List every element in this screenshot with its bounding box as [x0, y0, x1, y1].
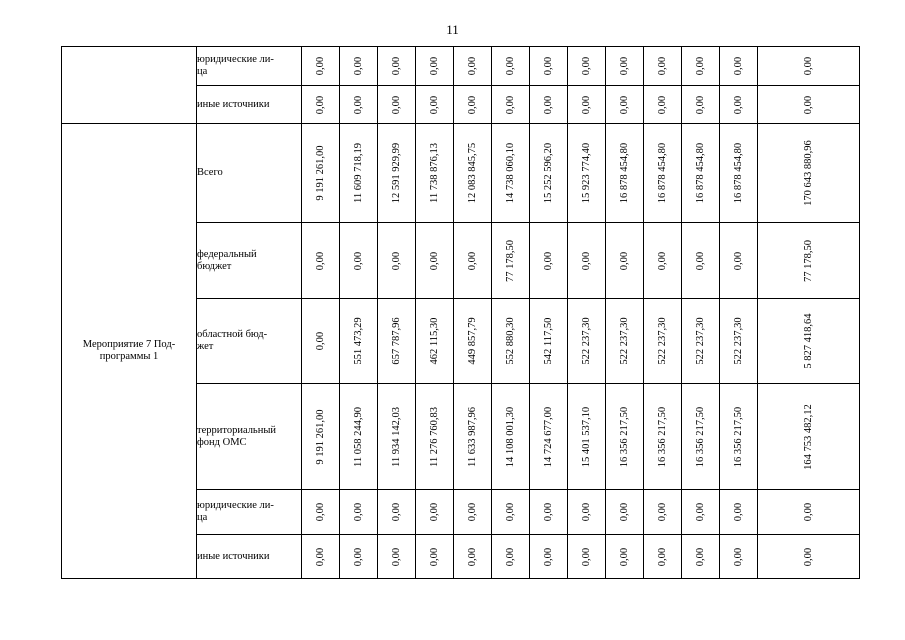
- cell-value: 657 787,96: [390, 317, 402, 365]
- year-value-cell: [454, 490, 492, 535]
- year-value-cell: [302, 384, 340, 490]
- year-value-cell: [720, 223, 758, 299]
- year-value-cell: [340, 124, 378, 223]
- year-value-cell: [530, 384, 568, 490]
- year-value-cell: [416, 299, 454, 384]
- cell-value: 11 609 718,19: [352, 143, 364, 203]
- cell-value: 11 738 876,13: [428, 143, 440, 203]
- cell-value: 9 191 261,00: [314, 145, 326, 201]
- year-value-cell: [454, 47, 492, 86]
- year-value-cell: [492, 299, 530, 384]
- year-value-cell: [568, 86, 606, 124]
- year-value-cell: [530, 47, 568, 86]
- year-value-cell: [340, 299, 378, 384]
- cell-value: 0,00: [428, 251, 440, 270]
- cell-value: 11 934 142,03: [390, 406, 402, 467]
- year-value-cell: [378, 86, 416, 124]
- year-value-cell: [378, 299, 416, 384]
- cell-value: 16 878 454,80: [656, 142, 668, 204]
- year-value-cell: [378, 124, 416, 223]
- cell-value: 0,00: [352, 56, 364, 76]
- cell-value: 0,00: [352, 95, 364, 114]
- cell-value: 0,00: [504, 547, 516, 566]
- year-value-cell: [454, 124, 492, 223]
- year-value-cell: [644, 299, 682, 384]
- cell-value: 0,00: [314, 56, 326, 76]
- total-value-cell: [758, 535, 860, 579]
- year-value-cell: [568, 223, 606, 299]
- cell-value: 0,00: [694, 56, 706, 76]
- cell-value: 0,00: [542, 502, 554, 522]
- cell-value: 0,00: [802, 95, 814, 114]
- year-value-cell: [378, 47, 416, 86]
- cell-value: 0,00: [390, 502, 402, 522]
- cell-value: 522 237,30: [656, 317, 668, 365]
- cell-value: 0,00: [428, 547, 440, 566]
- cell-value: 0,00: [352, 547, 364, 566]
- cell-value: 0,00: [314, 502, 326, 522]
- year-value-cell: [492, 535, 530, 579]
- year-value-cell: [302, 223, 340, 299]
- year-value-cell: [682, 535, 720, 579]
- year-value-cell: [606, 223, 644, 299]
- funding-source-cell: территориальный фонд ОМС: [197, 384, 302, 490]
- year-value-cell: [644, 490, 682, 535]
- cell-value: 0,00: [618, 547, 630, 566]
- cell-value: 12 083 845,75: [466, 142, 478, 204]
- year-value-cell: [644, 86, 682, 124]
- year-value-cell: [492, 223, 530, 299]
- event-name-cell: [62, 47, 197, 124]
- cell-value: 0,00: [466, 95, 478, 114]
- cell-value: 522 237,30: [732, 317, 744, 365]
- year-value-cell: [416, 86, 454, 124]
- year-value-cell: [416, 490, 454, 535]
- cell-value: 0,00: [802, 547, 814, 566]
- cell-value: 0,00: [694, 502, 706, 522]
- cell-value: 522 237,30: [580, 317, 592, 365]
- cell-value: 0,00: [428, 56, 440, 76]
- cell-value: 0,00: [580, 56, 592, 76]
- year-value-cell: [302, 490, 340, 535]
- year-value-cell: [568, 490, 606, 535]
- year-value-cell: [682, 223, 720, 299]
- year-value-cell: [416, 384, 454, 490]
- cell-value: 164 753 482,12: [802, 403, 814, 470]
- cell-value: 0,00: [732, 56, 744, 76]
- year-value-cell: [568, 384, 606, 490]
- year-value-cell: [302, 535, 340, 579]
- cell-value: 15 401 537,10: [580, 406, 592, 467]
- cell-value: 0,00: [694, 251, 706, 270]
- year-value-cell: [720, 490, 758, 535]
- year-value-cell: [340, 223, 378, 299]
- cell-value: 0,00: [504, 56, 516, 76]
- cell-value: 0,00: [732, 251, 744, 270]
- cell-value: 170 643 880,96: [802, 140, 814, 206]
- year-value-cell: [340, 490, 378, 535]
- year-value-cell: [340, 86, 378, 124]
- cell-value: 0,00: [656, 95, 668, 114]
- page-number: 11: [446, 22, 459, 37]
- cell-value: 14 738 060,10: [504, 142, 516, 204]
- cell-value: 0,00: [428, 95, 440, 114]
- cell-value: 0,00: [390, 547, 402, 566]
- cell-value: 0,00: [428, 502, 440, 522]
- year-value-cell: [492, 384, 530, 490]
- total-value-cell: [758, 47, 860, 86]
- year-value-cell: [454, 384, 492, 490]
- total-value-cell: [758, 124, 860, 223]
- cell-value: 522 237,30: [618, 317, 630, 365]
- cell-value: 77 178,50: [504, 239, 516, 282]
- cell-value: 462 115,30: [428, 317, 440, 365]
- year-value-cell: [644, 124, 682, 223]
- cell-value: 14 724 677,00: [542, 406, 554, 467]
- table-row: [62, 124, 860, 223]
- year-value-cell: [530, 223, 568, 299]
- year-value-cell: [340, 535, 378, 579]
- cell-value: 0,00: [390, 251, 402, 270]
- total-value-cell: [758, 223, 860, 299]
- cell-value: 12 591 929,99: [390, 142, 402, 204]
- cell-value: 552 880,30: [504, 317, 516, 365]
- cell-value: 0,00: [314, 547, 326, 566]
- cell-value: 16 356 217,50: [732, 406, 744, 467]
- year-value-cell: [530, 124, 568, 223]
- cell-value: 16 356 217,50: [694, 406, 706, 467]
- cell-value: 11 276 760,83: [428, 406, 440, 467]
- cell-value: 0,00: [542, 95, 554, 114]
- year-value-cell: [682, 47, 720, 86]
- year-value-cell: [302, 86, 340, 124]
- cell-value: 0,00: [580, 95, 592, 114]
- cell-value: 14 108 001,30: [504, 406, 516, 467]
- funding-source-cell: Всего: [197, 124, 302, 223]
- year-value-cell: [492, 47, 530, 86]
- year-value-cell: [568, 124, 606, 223]
- year-value-cell: [644, 47, 682, 86]
- year-value-cell: [720, 124, 758, 223]
- cell-value: 77 178,50: [802, 239, 814, 282]
- cell-value: 449 857,79: [466, 317, 478, 365]
- year-value-cell: [340, 384, 378, 490]
- cell-value: 9 191 261,00: [314, 408, 326, 465]
- cell-value: 522 237,30: [694, 317, 706, 365]
- funding-source-cell: федеральный бюджет: [197, 223, 302, 299]
- cell-value: 0,00: [314, 331, 326, 351]
- cell-value: 0,00: [352, 251, 364, 270]
- year-value-cell: [568, 299, 606, 384]
- event-name-cell: Мероприятие 7 Под- программы 1: [62, 124, 197, 579]
- year-value-cell: [340, 47, 378, 86]
- year-value-cell: [492, 124, 530, 223]
- year-value-cell: [720, 86, 758, 124]
- funding-source-cell: юридические ли- ца: [197, 490, 302, 535]
- cell-value: 0,00: [580, 502, 592, 522]
- table-row: [62, 47, 860, 86]
- cell-value: 16 878 454,80: [694, 142, 706, 204]
- cell-value: 0,00: [580, 251, 592, 270]
- year-value-cell: [530, 535, 568, 579]
- year-value-cell: [606, 86, 644, 124]
- cell-value: 0,00: [802, 502, 814, 522]
- total-value-cell: [758, 384, 860, 490]
- year-value-cell: [682, 490, 720, 535]
- cell-value: 16 878 454,80: [732, 142, 744, 204]
- cell-value: 16 878 454,80: [618, 142, 630, 204]
- funding-source-cell: иные источники: [197, 86, 302, 124]
- cell-value: 0,00: [618, 95, 630, 114]
- year-value-cell: [378, 535, 416, 579]
- cell-value: 16 356 217,50: [656, 406, 668, 467]
- cell-value: 0,00: [314, 95, 326, 114]
- cell-value: 0,00: [466, 502, 478, 522]
- cell-value: 542 117,50: [542, 317, 554, 365]
- year-value-cell: [416, 223, 454, 299]
- cell-value: 0,00: [656, 502, 668, 522]
- year-value-cell: [606, 47, 644, 86]
- cell-value: 551 473,29: [352, 317, 364, 365]
- year-value-cell: [492, 490, 530, 535]
- year-value-cell: [302, 299, 340, 384]
- cell-value: 0,00: [466, 251, 478, 270]
- cell-value: 0,00: [618, 56, 630, 76]
- cell-value: 0,00: [390, 56, 402, 76]
- year-value-cell: [378, 384, 416, 490]
- cell-value: 0,00: [466, 56, 478, 76]
- year-value-cell: [682, 299, 720, 384]
- year-value-cell: [606, 384, 644, 490]
- year-value-cell: [530, 86, 568, 124]
- cell-value: 0,00: [732, 502, 744, 522]
- year-value-cell: [644, 223, 682, 299]
- year-value-cell: [302, 47, 340, 86]
- total-value-cell: [758, 86, 860, 124]
- cell-value: 0,00: [656, 56, 668, 76]
- cell-value: 0,00: [314, 251, 326, 270]
- year-value-cell: [606, 490, 644, 535]
- funding-source-cell: иные источники: [197, 535, 302, 579]
- cell-value: 0,00: [802, 56, 814, 76]
- year-value-cell: [454, 86, 492, 124]
- year-value-cell: [720, 299, 758, 384]
- cell-value: 0,00: [732, 547, 744, 566]
- cell-value: 0,00: [542, 251, 554, 270]
- cell-value: 0,00: [656, 251, 668, 270]
- cell-value: 11 058 244,90: [352, 406, 364, 467]
- cell-value: 0,00: [656, 547, 668, 566]
- total-value-cell: [758, 490, 860, 535]
- cell-value: 0,00: [580, 547, 592, 566]
- year-value-cell: [720, 384, 758, 490]
- year-value-cell: [568, 535, 606, 579]
- cell-value: 0,00: [694, 95, 706, 114]
- year-value-cell: [568, 47, 606, 86]
- year-value-cell: [530, 299, 568, 384]
- cell-value: 0,00: [542, 56, 554, 76]
- year-value-cell: [530, 490, 568, 535]
- year-value-cell: [606, 535, 644, 579]
- cell-value: 5 827 418,64: [802, 313, 814, 369]
- year-value-cell: [416, 47, 454, 86]
- year-value-cell: [720, 47, 758, 86]
- year-value-cell: [454, 535, 492, 579]
- cell-value: 0,00: [466, 547, 478, 566]
- year-value-cell: [416, 124, 454, 223]
- year-value-cell: [454, 223, 492, 299]
- cell-value: 15 252 596,20: [542, 142, 554, 204]
- year-value-cell: [606, 124, 644, 223]
- year-value-cell: [606, 299, 644, 384]
- year-value-cell: [492, 86, 530, 124]
- year-value-cell: [644, 384, 682, 490]
- cell-value: 0,00: [618, 251, 630, 270]
- year-value-cell: [682, 384, 720, 490]
- year-value-cell: [454, 299, 492, 384]
- cell-value: 0,00: [352, 502, 364, 522]
- funding-source-cell: юридические ли- ца: [197, 47, 302, 86]
- cell-value: 16 356 217,50: [618, 406, 630, 467]
- year-value-cell: [682, 124, 720, 223]
- year-value-cell: [720, 535, 758, 579]
- funding-source-cell: областной бюд- жет: [197, 299, 302, 384]
- cell-value: 11 633 987,96: [466, 406, 478, 467]
- year-value-cell: [644, 535, 682, 579]
- cell-value: 0,00: [390, 95, 402, 114]
- year-value-cell: [378, 490, 416, 535]
- cell-value: 0,00: [732, 95, 744, 114]
- cell-value: 0,00: [504, 502, 516, 522]
- year-value-cell: [302, 124, 340, 223]
- total-value-cell: [758, 299, 860, 384]
- year-value-cell: [416, 535, 454, 579]
- cell-value: 15 923 774,40: [580, 142, 592, 204]
- cell-value: 0,00: [504, 95, 516, 114]
- funding-table: [61, 46, 860, 579]
- cell-value: 0,00: [542, 547, 554, 566]
- cell-value: 0,00: [694, 547, 706, 566]
- year-value-cell: [682, 86, 720, 124]
- year-value-cell: [378, 223, 416, 299]
- cell-value: 0,00: [618, 502, 630, 522]
